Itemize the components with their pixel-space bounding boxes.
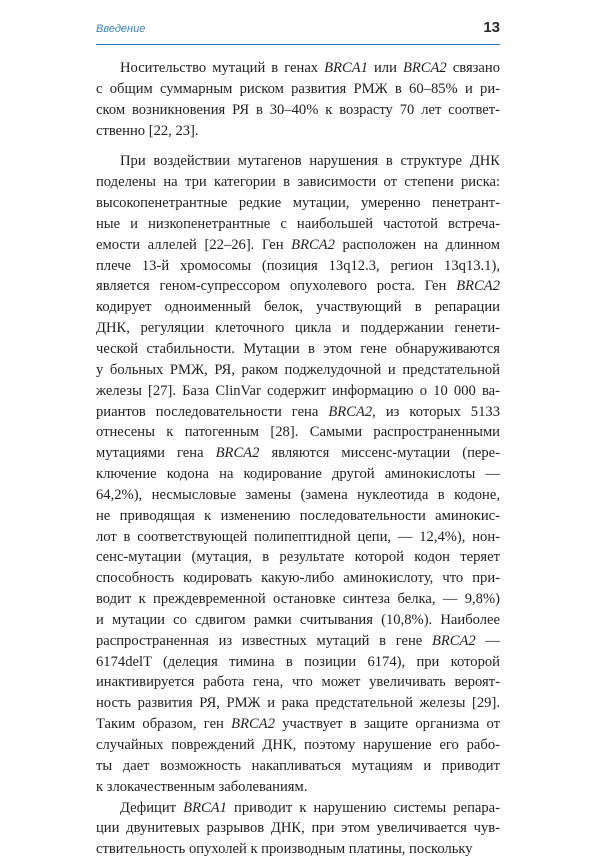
text-line: водит к преждевременной остановке синтеза белка, — 9,8%) (96, 591, 500, 608)
text-line: Носительство мутаций в генах BRCA1 или BRCA2 связано (120, 60, 500, 76)
text-line: ском возникновения РЯ в 30–40% к возрасту 70 лет соответ- (96, 101, 500, 118)
text-line: ность развития РЯ, РМЖ и рака предстательной железы [29]. (96, 695, 500, 712)
text-line: ствительность опухолей к производным платины, поскольку (96, 841, 473, 858)
text-line: При воздействии мутагенов нарушения в структуре ДНК (120, 153, 500, 170)
text-line: мутациями гена BRCA2 являются миссенс-мутации (пере- (96, 445, 500, 462)
text-line: высокопенетрантные редкие мутации, умеренно пенетрант- (96, 195, 500, 212)
text-line: с общим суммарным риском развития РМЖ в 60–85% и ри- (96, 80, 500, 97)
text-line: случайных повреждений ДНК, поэтому нарушение его рабо- (96, 737, 500, 753)
text-line: емости аллелей [22–26]. Ген BRCA2 расположен на длинном (96, 236, 500, 253)
text-line: поделены на три категории в зависимости от степени риска: (96, 174, 500, 191)
text-line: инактивируется работа гена, что может увеличивать вероят- (96, 674, 500, 691)
text-line: распространенная из известных мутаций в гене BRCA2 — (96, 632, 500, 649)
text-line: ные и низкопенетрантные с наибольшей частотой встреча- (96, 215, 500, 232)
text-line: плече 13-й хромосомы (позиция 13q12.3, регион 13q13.1), (96, 257, 500, 274)
text-line: сенс-мутации (мутация, в результате которой кодон теряет (96, 549, 500, 566)
text-line: является геном-супрессором опухолевого роста. Ген BRCA2 (96, 278, 500, 295)
body-text (96, 58, 500, 860)
text-line: 64,2%), несмысловые замены (замена нуклеотида в кодоне, (96, 486, 500, 503)
text-line: способность кодировать какую-либо аминокислоту, что при- (96, 570, 500, 587)
text-line: Таким образом, ген BRCA2 участвует в защите организма от (96, 716, 500, 733)
text-line: ческой стабильности. Мутации в этом гене обнаруживаются (96, 340, 500, 357)
header-rule (96, 44, 500, 45)
text-line: отнесены к патогенным [28]. Самыми распространенными (96, 424, 500, 441)
text-line: у больных РМЖ, РЯ, раком поджелудочной и предстательной (96, 361, 500, 378)
paragraph (96, 798, 500, 860)
text-line: 6174delT (делеция тимина в позиции 6174), при которой (96, 653, 500, 670)
text-line: лот в соответствующей полипептидной цепи, — 12,4%), нон- (96, 528, 500, 545)
text-line: ты дает возможность накапливаться мутациям и приводит (96, 757, 500, 774)
section-title: Введение (96, 23, 146, 35)
text-line: и мутации со сдвигом рамки считывания (10,8%). Наиболее (96, 611, 500, 628)
text-line: ции двунитевых разрывов ДНК, при этом увеличивается чув- (96, 820, 500, 837)
text-line: ДНК, регуляции клеточного цикла и поддержании генети- (96, 320, 500, 337)
running-header (96, 18, 500, 44)
paragraph (96, 151, 500, 797)
text-line: не приводящая к изменению последовательности аминокис- (96, 507, 500, 524)
text-line: Дефицит BRCA1 приводит к нарушению системы репара- (120, 799, 500, 816)
text-line: ключение кодона на кодирование другой аминокислоты — (96, 466, 500, 483)
text-line: кодирует одноименный белок, участвующий в репарации (96, 299, 500, 316)
page-number: 13 (483, 19, 500, 36)
text-line: к злокачественным заболеваниям. (96, 778, 308, 795)
text-line: железы [27]. База ClinVar содержит информацию о 10 000 ва- (96, 382, 500, 399)
text-line: риантов последовательности гена BRCA2, из которых 5133 (96, 403, 500, 420)
paragraph (96, 58, 500, 141)
text-line: ственно [22, 23]. (96, 122, 199, 139)
